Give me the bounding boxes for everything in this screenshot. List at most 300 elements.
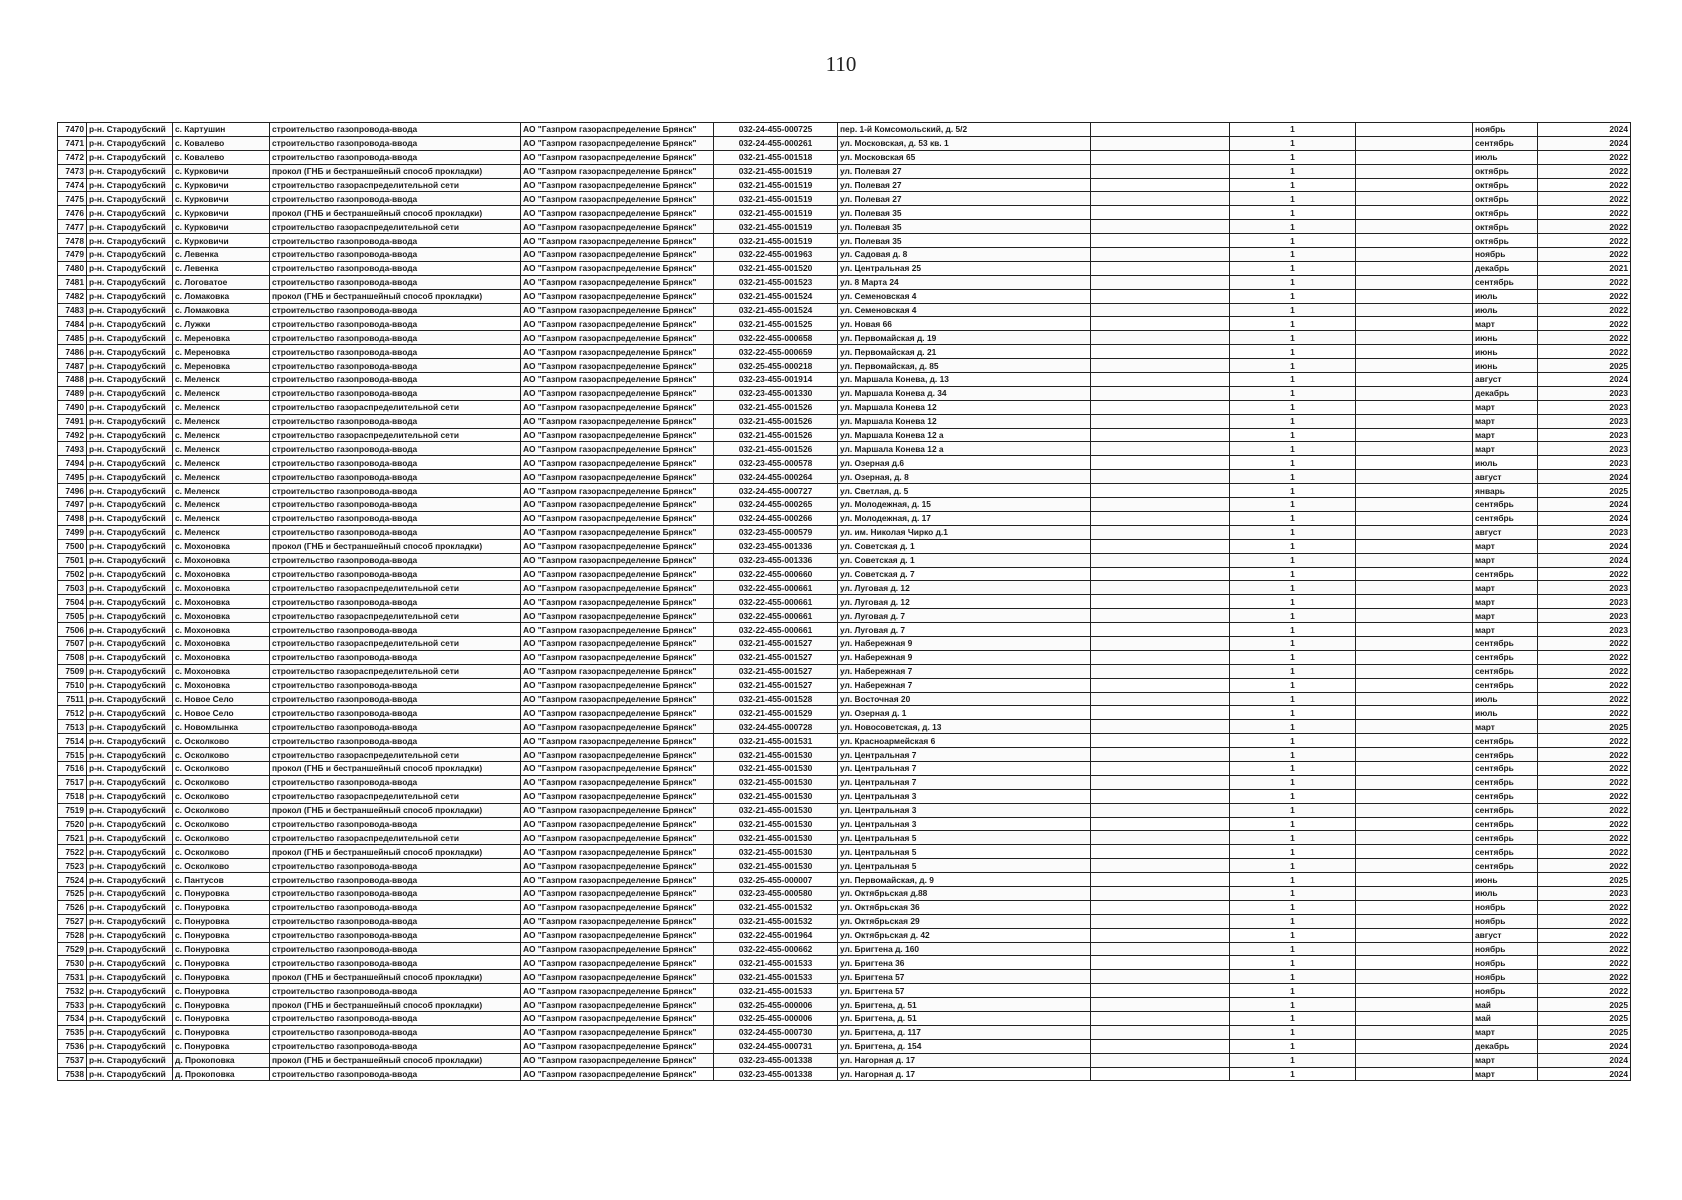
application-code-cell: 032-22-455-000661 — [714, 581, 838, 595]
row-number: 7491 — [58, 414, 87, 428]
table-row — [58, 942, 1631, 956]
empty-cell — [1091, 984, 1230, 998]
address-cell: ул. 8 Марта 24 — [838, 275, 1091, 289]
row-number: 7507 — [58, 636, 87, 650]
year-cell: 2022 — [1538, 317, 1631, 331]
empty-cell — [1091, 664, 1230, 678]
quantity-cell: 1 — [1230, 775, 1356, 789]
empty-cell — [1356, 984, 1473, 998]
year-cell: 2025 — [1538, 359, 1631, 373]
quantity-cell: 1 — [1230, 317, 1356, 331]
empty-cell — [1091, 289, 1230, 303]
work-type-cell: строительство газораспределительной сети — [270, 636, 521, 650]
address-cell: ул. Московская, д. 53 кв. 1 — [838, 136, 1091, 150]
table-row — [58, 748, 1631, 762]
locality-cell: с. Мереновка — [173, 331, 270, 345]
application-code-cell: 032-21-455-001519 — [714, 234, 838, 248]
district-cell: р-н. Стародубский — [87, 956, 173, 970]
table-row — [58, 706, 1631, 720]
empty-cell — [1091, 192, 1230, 206]
address-cell: ул. Маршала Конева 12 а — [838, 428, 1091, 442]
quantity-cell: 1 — [1230, 428, 1356, 442]
row-number: 7484 — [58, 317, 87, 331]
quantity-cell: 1 — [1230, 150, 1356, 164]
empty-cell — [1356, 456, 1473, 470]
organization-cell: АО "Газпром газораспределение Брянск" — [521, 692, 714, 706]
row-number: 7483 — [58, 303, 87, 317]
empty-cell — [1356, 470, 1473, 484]
district-cell: р-н. Стародубский — [87, 234, 173, 248]
year-cell: 2022 — [1538, 956, 1631, 970]
year-cell: 2022 — [1538, 942, 1631, 956]
organization-cell: АО "Газпром газораспределение Брянск" — [521, 164, 714, 178]
quantity-cell: 1 — [1230, 595, 1356, 609]
table-row — [58, 303, 1631, 317]
district-cell: р-н. Стародубский — [87, 414, 173, 428]
work-type-cell: строительство газораспределительной сети — [270, 178, 521, 192]
row-number: 7487 — [58, 359, 87, 373]
application-code-cell: 032-21-455-001533 — [714, 956, 838, 970]
empty-cell — [1091, 359, 1230, 373]
application-code-cell: 032-23-455-001338 — [714, 1053, 838, 1067]
quantity-cell: 1 — [1230, 650, 1356, 664]
month-cell: март — [1473, 623, 1538, 637]
organization-cell: АО "Газпром газораспределение Брянск" — [521, 831, 714, 845]
quantity-cell: 1 — [1230, 831, 1356, 845]
year-cell: 2025 — [1538, 484, 1631, 498]
organization-cell: АО "Газпром газораспределение Брянск" — [521, 623, 714, 637]
application-code-cell: 032-21-455-001532 — [714, 914, 838, 928]
organization-cell: АО "Газпром газораспределение Брянск" — [521, 720, 714, 734]
locality-cell: с. Картушин — [173, 123, 270, 137]
address-cell: ул. Молодежная, д. 17 — [838, 511, 1091, 525]
empty-cell — [1091, 581, 1230, 595]
month-cell: июль — [1473, 456, 1538, 470]
address-cell: ул. Маршала Конева 12 — [838, 414, 1091, 428]
year-cell: 2022 — [1538, 331, 1631, 345]
empty-cell — [1356, 1025, 1473, 1039]
table-row — [58, 428, 1631, 442]
district-cell: р-н. Стародубский — [87, 525, 173, 539]
locality-cell: с. Курковичи — [173, 164, 270, 178]
empty-cell — [1091, 692, 1230, 706]
work-type-cell: строительство газопровода-ввода — [270, 817, 521, 831]
empty-cell — [1356, 650, 1473, 664]
district-cell: р-н. Стародубский — [87, 664, 173, 678]
organization-cell: АО "Газпром газораспределение Брянск" — [521, 178, 714, 192]
locality-cell: с. Осколково — [173, 748, 270, 762]
year-cell: 2023 — [1538, 595, 1631, 609]
work-type-cell: строительство газопровода-ввода — [270, 1012, 521, 1026]
row-number: 7475 — [58, 192, 87, 206]
year-cell: 2022 — [1538, 775, 1631, 789]
organization-cell: АО "Газпром газораспределение Брянск" — [521, 386, 714, 400]
quantity-cell: 1 — [1230, 331, 1356, 345]
locality-cell: с. Ломаковка — [173, 303, 270, 317]
table-row — [58, 553, 1631, 567]
empty-cell — [1091, 942, 1230, 956]
district-cell: р-н. Стародубский — [87, 484, 173, 498]
work-type-cell: строительство газопровода-ввода — [270, 456, 521, 470]
application-code-cell: 032-24-455-000264 — [714, 470, 838, 484]
empty-cell — [1356, 373, 1473, 387]
row-number: 7494 — [58, 456, 87, 470]
empty-cell — [1091, 886, 1230, 900]
quantity-cell: 1 — [1230, 178, 1356, 192]
month-cell: декабрь — [1473, 261, 1538, 275]
row-number: 7481 — [58, 275, 87, 289]
work-type-cell: строительство газораспределительной сети — [270, 609, 521, 623]
address-cell: ул. Центральная 5 — [838, 859, 1091, 873]
empty-cell — [1091, 1053, 1230, 1067]
empty-cell — [1356, 303, 1473, 317]
organization-cell: АО "Газпром газораспределение Брянск" — [521, 553, 714, 567]
organization-cell: АО "Газпром газораспределение Брянск" — [521, 817, 714, 831]
organization-cell: АО "Газпром газораспределение Брянск" — [521, 1067, 714, 1081]
locality-cell: с. Мереновка — [173, 345, 270, 359]
locality-cell: с. Понуровка — [173, 900, 270, 914]
application-code-cell: 032-22-455-000661 — [714, 623, 838, 637]
district-cell: р-н. Стародубский — [87, 345, 173, 359]
work-type-cell: прокол (ГНБ и бестраншейный способ прокладки) — [270, 761, 521, 775]
district-cell: р-н. Стародубский — [87, 970, 173, 984]
row-number: 7479 — [58, 248, 87, 262]
year-cell: 2024 — [1538, 470, 1631, 484]
month-cell: сентябрь — [1473, 275, 1538, 289]
table-row — [58, 789, 1631, 803]
organization-cell: АО "Газпром газораспределение Брянск" — [521, 873, 714, 887]
quantity-cell: 1 — [1230, 414, 1356, 428]
table-row — [58, 220, 1631, 234]
row-number: 7518 — [58, 789, 87, 803]
row-number: 7476 — [58, 206, 87, 220]
empty-cell — [1356, 942, 1473, 956]
work-type-cell: строительство газопровода-ввода — [270, 886, 521, 900]
table-row — [58, 414, 1631, 428]
empty-cell — [1091, 900, 1230, 914]
application-code-cell: 032-21-455-001519 — [714, 164, 838, 178]
table-row — [58, 1067, 1631, 1081]
address-cell: ул. Полевая 35 — [838, 220, 1091, 234]
month-cell: сентябрь — [1473, 789, 1538, 803]
application-code-cell: 032-24-455-000266 — [714, 511, 838, 525]
quantity-cell: 1 — [1230, 720, 1356, 734]
locality-cell: с. Мохоновка — [173, 636, 270, 650]
quantity-cell: 1 — [1230, 220, 1356, 234]
address-cell: ул. Маршала Конева 12 а — [838, 442, 1091, 456]
empty-cell — [1356, 623, 1473, 637]
organization-cell: АО "Газпром газораспределение Брянск" — [521, 567, 714, 581]
month-cell: июль — [1473, 692, 1538, 706]
district-cell: р-н. Стародубский — [87, 164, 173, 178]
application-code-cell: 032-21-455-001530 — [714, 803, 838, 817]
year-cell: 2021 — [1538, 261, 1631, 275]
locality-cell: с. Мохоновка — [173, 581, 270, 595]
locality-cell: с. Меленск — [173, 525, 270, 539]
empty-cell — [1091, 331, 1230, 345]
organization-cell: АО "Газпром газораспределение Брянск" — [521, 123, 714, 137]
organization-cell: АО "Газпром газораспределение Брянск" — [521, 345, 714, 359]
district-cell: р-н. Стародубский — [87, 720, 173, 734]
empty-cell — [1091, 803, 1230, 817]
district-cell: р-н. Стародубский — [87, 998, 173, 1012]
locality-cell: с. Курковичи — [173, 220, 270, 234]
organization-cell: АО "Газпром газораспределение Брянск" — [521, 470, 714, 484]
work-type-cell: строительство газопровода-ввода — [270, 595, 521, 609]
address-cell: ул. Светлая, д. 5 — [838, 484, 1091, 498]
empty-cell — [1356, 359, 1473, 373]
address-cell: ул. Семеновская 4 — [838, 303, 1091, 317]
locality-cell: с. Мохоновка — [173, 623, 270, 637]
month-cell: март — [1473, 414, 1538, 428]
row-number: 7510 — [58, 678, 87, 692]
month-cell: сентябрь — [1473, 650, 1538, 664]
empty-cell — [1356, 956, 1473, 970]
month-cell: март — [1473, 428, 1538, 442]
district-cell: р-н. Стародубский — [87, 789, 173, 803]
locality-cell: с. Меленск — [173, 414, 270, 428]
work-type-cell: строительство газопровода-ввода — [270, 678, 521, 692]
locality-cell: с. Ломаковка — [173, 289, 270, 303]
work-type-cell: строительство газопровода-ввода — [270, 136, 521, 150]
quantity-cell: 1 — [1230, 817, 1356, 831]
year-cell: 2023 — [1538, 414, 1631, 428]
organization-cell: АО "Газпром газораспределение Брянск" — [521, 914, 714, 928]
application-code-cell: 032-21-455-001526 — [714, 442, 838, 456]
work-type-cell: строительство газопровода-ввода — [270, 317, 521, 331]
application-code-cell: 032-22-455-000661 — [714, 595, 838, 609]
year-cell: 2023 — [1538, 609, 1631, 623]
locality-cell: с. Меленск — [173, 498, 270, 512]
quantity-cell: 1 — [1230, 386, 1356, 400]
district-cell: р-н. Стародубский — [87, 289, 173, 303]
organization-cell: АО "Газпром газораспределение Брянск" — [521, 359, 714, 373]
quantity-cell: 1 — [1230, 914, 1356, 928]
empty-cell — [1091, 206, 1230, 220]
table-row — [58, 636, 1631, 650]
empty-cell — [1356, 442, 1473, 456]
locality-cell: с. Левенка — [173, 248, 270, 262]
month-cell: ноябрь — [1473, 970, 1538, 984]
locality-cell: с. Понуровка — [173, 914, 270, 928]
district-cell: р-н. Стародубский — [87, 595, 173, 609]
address-cell: ул. Маршала Конева д. 34 — [838, 386, 1091, 400]
address-cell: ул. Озерная, д. 8 — [838, 470, 1091, 484]
address-cell: ул. Набережная 9 — [838, 636, 1091, 650]
year-cell: 2022 — [1538, 192, 1631, 206]
address-cell: ул. Полевая 27 — [838, 192, 1091, 206]
year-cell: 2022 — [1538, 150, 1631, 164]
district-cell: р-н. Стародубский — [87, 248, 173, 262]
year-cell: 2023 — [1538, 525, 1631, 539]
month-cell: май — [1473, 1012, 1538, 1026]
organization-cell: АО "Газпром газораспределение Брянск" — [521, 275, 714, 289]
quantity-cell: 1 — [1230, 623, 1356, 637]
address-cell: ул. Первомайская, д. 9 — [838, 873, 1091, 887]
year-cell: 2022 — [1538, 748, 1631, 762]
row-number: 7512 — [58, 706, 87, 720]
quantity-cell: 1 — [1230, 456, 1356, 470]
table-row — [58, 484, 1631, 498]
application-code-cell: 032-21-455-001518 — [714, 150, 838, 164]
year-cell: 2024 — [1538, 498, 1631, 512]
empty-cell — [1091, 859, 1230, 873]
quantity-cell: 1 — [1230, 956, 1356, 970]
year-cell: 2024 — [1538, 1053, 1631, 1067]
locality-cell: с. Понуровка — [173, 970, 270, 984]
empty-cell — [1356, 123, 1473, 137]
organization-cell: АО "Газпром газораспределение Брянск" — [521, 498, 714, 512]
empty-cell — [1356, 678, 1473, 692]
work-type-cell: строительство газопровода-ввода — [270, 386, 521, 400]
table-row — [58, 442, 1631, 456]
organization-cell: АО "Газпром газораспределение Брянск" — [521, 650, 714, 664]
empty-cell — [1091, 511, 1230, 525]
quantity-cell: 1 — [1230, 261, 1356, 275]
row-number: 7498 — [58, 511, 87, 525]
district-cell: р-н. Стародубский — [87, 123, 173, 137]
quantity-cell: 1 — [1230, 400, 1356, 414]
empty-cell — [1356, 164, 1473, 178]
row-number: 7537 — [58, 1053, 87, 1067]
table-row — [58, 317, 1631, 331]
year-cell: 2022 — [1538, 692, 1631, 706]
locality-cell: с. Мохоновка — [173, 539, 270, 553]
table-row — [58, 595, 1631, 609]
empty-cell — [1356, 873, 1473, 887]
empty-cell — [1356, 178, 1473, 192]
empty-cell — [1091, 553, 1230, 567]
locality-cell: с. Понуровка — [173, 1039, 270, 1053]
district-cell: р-н. Стародубский — [87, 386, 173, 400]
data-table — [57, 122, 1631, 1081]
month-cell: январь — [1473, 484, 1538, 498]
application-code-cell: 032-21-455-001519 — [714, 192, 838, 206]
address-cell: ул. Первомайская, д. 85 — [838, 359, 1091, 373]
month-cell: июнь — [1473, 359, 1538, 373]
empty-cell — [1091, 956, 1230, 970]
row-number: 7529 — [58, 942, 87, 956]
work-type-cell: строительство газопровода-ввода — [270, 914, 521, 928]
year-cell: 2022 — [1538, 734, 1631, 748]
row-number: 7480 — [58, 261, 87, 275]
district-cell: р-н. Стародубский — [87, 1067, 173, 1081]
table-row — [58, 539, 1631, 553]
organization-cell: АО "Газпром газораспределение Брянск" — [521, 928, 714, 942]
address-cell: пер. 1-й Комсомольский, д. 5/2 — [838, 123, 1091, 137]
application-code-cell: 032-23-455-000578 — [714, 456, 838, 470]
work-type-cell: строительство газораспределительной сети — [270, 789, 521, 803]
application-code-cell: 032-21-455-001533 — [714, 984, 838, 998]
organization-cell: АО "Газпром газораспределение Брянск" — [521, 303, 714, 317]
month-cell: июль — [1473, 289, 1538, 303]
application-code-cell: 032-25-455-000006 — [714, 1012, 838, 1026]
month-cell: март — [1473, 317, 1538, 331]
address-cell: ул. Московская 65 — [838, 150, 1091, 164]
month-cell: март — [1473, 539, 1538, 553]
address-cell: ул. Бригтена 57 — [838, 970, 1091, 984]
year-cell: 2022 — [1538, 914, 1631, 928]
month-cell: сентябрь — [1473, 775, 1538, 789]
address-cell: ул. Полевая 35 — [838, 234, 1091, 248]
row-number: 7506 — [58, 623, 87, 637]
address-cell: ул. Бригтена 57 — [838, 984, 1091, 998]
empty-cell — [1091, 386, 1230, 400]
organization-cell: АО "Газпром газораспределение Брянск" — [521, 234, 714, 248]
application-code-cell: 032-22-455-000659 — [714, 345, 838, 359]
locality-cell: с. Меленск — [173, 511, 270, 525]
work-type-cell: строительство газопровода-ввода — [270, 234, 521, 248]
year-cell: 2022 — [1538, 817, 1631, 831]
empty-cell — [1091, 484, 1230, 498]
row-number: 7534 — [58, 1012, 87, 1026]
quantity-cell: 1 — [1230, 123, 1356, 137]
month-cell: октябрь — [1473, 220, 1538, 234]
work-type-cell: строительство газопровода-ввода — [270, 123, 521, 137]
application-code-cell: 032-22-455-001964 — [714, 928, 838, 942]
year-cell: 2022 — [1538, 206, 1631, 220]
year-cell: 2022 — [1538, 345, 1631, 359]
work-type-cell: строительство газопровода-ввода — [270, 553, 521, 567]
locality-cell: с. Ковалево — [173, 150, 270, 164]
work-type-cell: строительство газопровода-ввода — [270, 873, 521, 887]
organization-cell: АО "Газпром газораспределение Брянск" — [521, 539, 714, 553]
year-cell: 2022 — [1538, 845, 1631, 859]
address-cell: ул. Нагорная д. 17 — [838, 1053, 1091, 1067]
district-cell: р-н. Стародубский — [87, 150, 173, 164]
month-cell: март — [1473, 553, 1538, 567]
empty-cell — [1356, 428, 1473, 442]
organization-cell: АО "Газпром газораспределение Брянск" — [521, 442, 714, 456]
application-code-cell: 032-21-455-001527 — [714, 678, 838, 692]
locality-cell: с. Левенка — [173, 261, 270, 275]
organization-cell: АО "Газпром газораспределение Брянск" — [521, 414, 714, 428]
row-number: 7509 — [58, 664, 87, 678]
row-number: 7517 — [58, 775, 87, 789]
locality-cell: д. Прокоповка — [173, 1053, 270, 1067]
month-cell: март — [1473, 581, 1538, 595]
month-cell: сентябрь — [1473, 831, 1538, 845]
empty-cell — [1091, 428, 1230, 442]
table-row — [58, 914, 1631, 928]
organization-cell: АО "Газпром газораспределение Брянск" — [521, 289, 714, 303]
district-cell: р-н. Стародубский — [87, 803, 173, 817]
month-cell: ноябрь — [1473, 900, 1538, 914]
address-cell: ул. Советская д. 1 — [838, 539, 1091, 553]
empty-cell — [1091, 470, 1230, 484]
district-cell: р-н. Стародубский — [87, 206, 173, 220]
row-number: 7501 — [58, 553, 87, 567]
application-code-cell: 032-24-455-000265 — [714, 498, 838, 512]
locality-cell: с. Новое Село — [173, 706, 270, 720]
locality-cell: с. Меленск — [173, 484, 270, 498]
row-number: 7493 — [58, 442, 87, 456]
month-cell: март — [1473, 1067, 1538, 1081]
application-code-cell: 032-24-455-000727 — [714, 484, 838, 498]
empty-cell — [1091, 678, 1230, 692]
work-type-cell: строительство газопровода-ввода — [270, 942, 521, 956]
district-cell: р-н. Стародубский — [87, 1053, 173, 1067]
work-type-cell: строительство газопровода-ввода — [270, 984, 521, 998]
organization-cell: АО "Газпром газораспределение Брянск" — [521, 775, 714, 789]
month-cell: декабрь — [1473, 386, 1538, 400]
organization-cell: АО "Газпром газораспределение Брянск" — [521, 803, 714, 817]
table-row — [58, 817, 1631, 831]
locality-cell: с. Осколково — [173, 761, 270, 775]
table-row — [58, 775, 1631, 789]
year-cell: 2022 — [1538, 678, 1631, 692]
empty-cell — [1356, 345, 1473, 359]
